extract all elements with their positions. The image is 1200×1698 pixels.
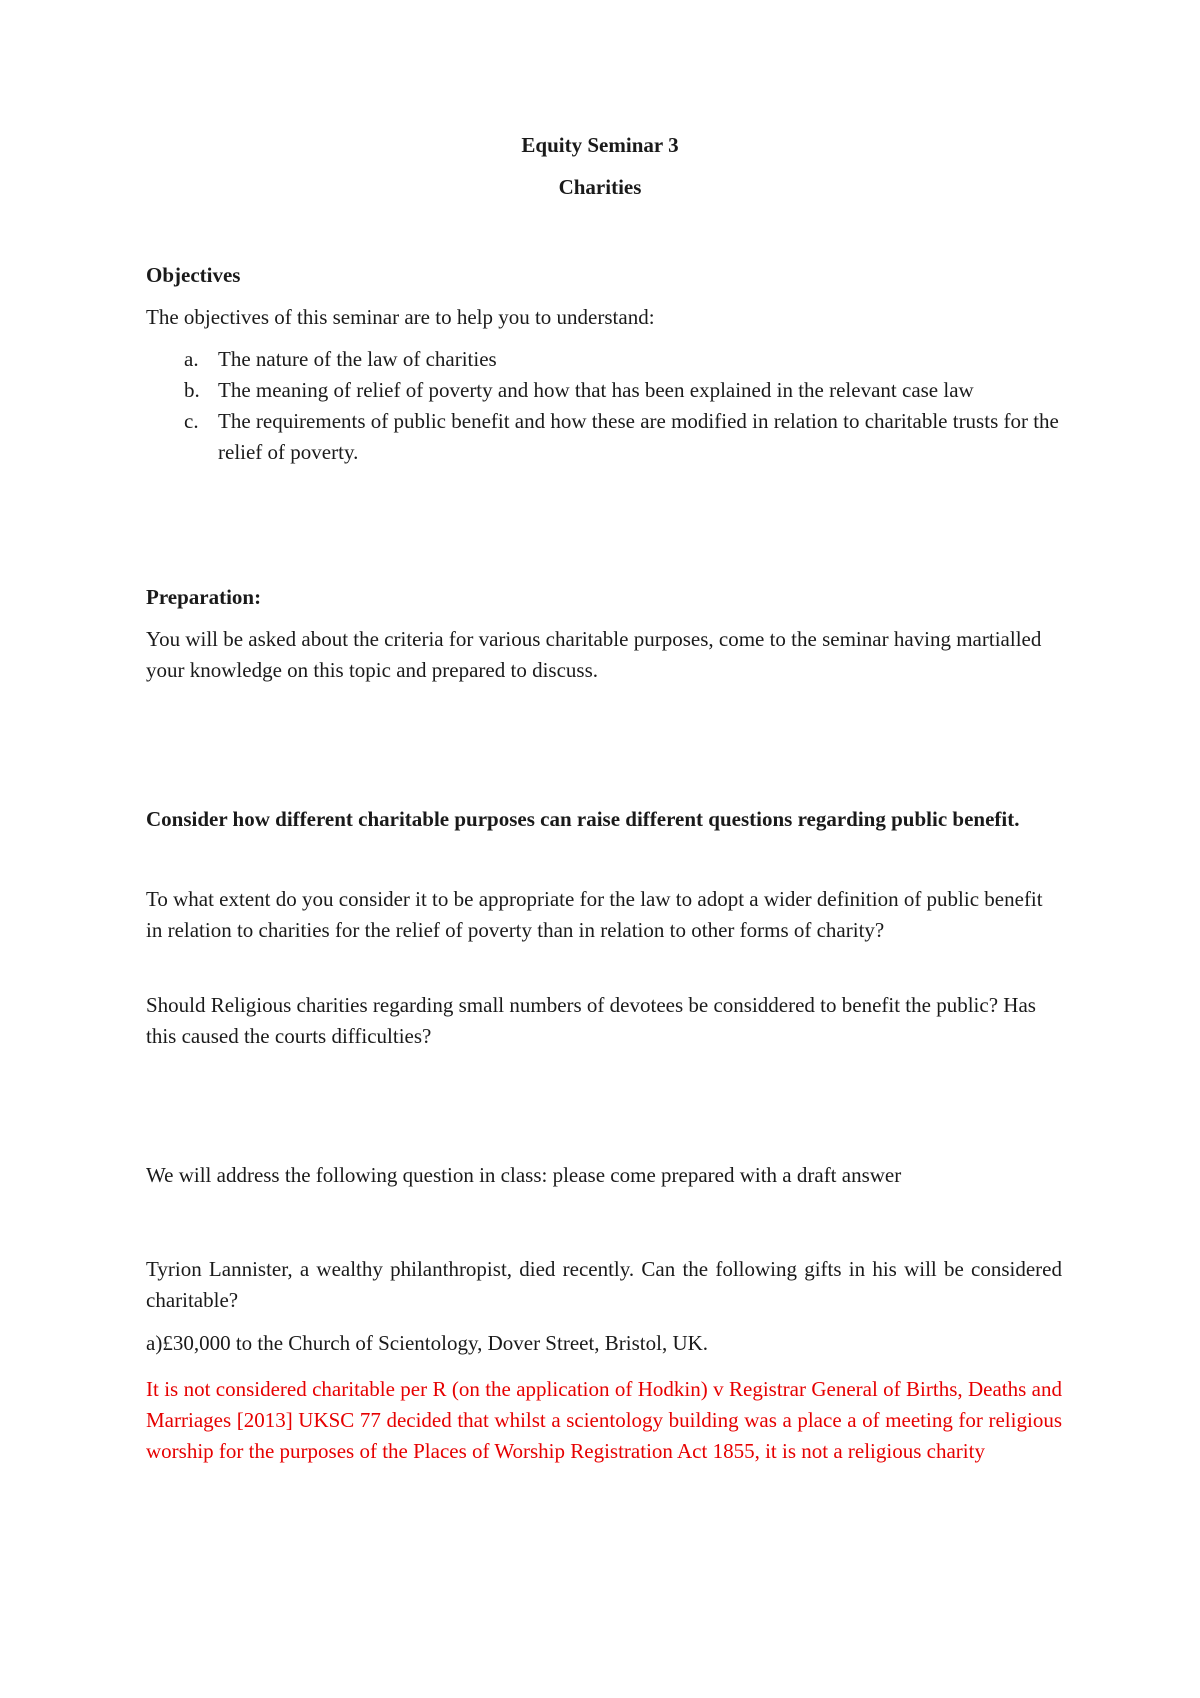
- objectives-list: [146, 344, 1062, 468]
- list-item: [146, 406, 1062, 468]
- document-title: Equity Seminar 3: [521, 133, 679, 157]
- list-item: [146, 375, 1062, 406]
- list-item: [146, 344, 1062, 375]
- list-item-text: The requirements of public benefit and how these are modified in relation to charitable trusts for the relief of poverty.: [218, 409, 1059, 464]
- consider-paragraph-2: Should Religious charities regarding small numbers of devotees be considdered to benefit the public? Has this caused the courts difficulties?: [146, 993, 1036, 1048]
- gift-a: a)£30,000 to the Church of Scientology, Dover Street, Bristol, UK.: [146, 1331, 709, 1355]
- consider-heading: Consider how different charitable purposes can raise different questions regarding public benefit.: [146, 807, 1020, 831]
- consider-paragraph-1: To what extent do you consider it to be appropriate for the law to adopt a wider definition of public benefit in relation to charities for the relief of poverty than in relation to other forms of charity?: [146, 887, 1043, 942]
- scenario-paragraph: Tyrion Lannister, a wealthy philanthropist, died recently. Can the following gifts in his will be considered charitable?: [146, 1257, 1062, 1312]
- list-item-text: The meaning of relief of poverty and how that has been explained in the relevant case law: [218, 378, 974, 402]
- document-subtitle: Charities: [558, 175, 642, 199]
- list-marker: a.: [184, 347, 199, 371]
- list-marker: b.: [184, 378, 200, 402]
- list-marker: c.: [184, 409, 199, 433]
- preparation-heading: Preparation:: [146, 585, 262, 609]
- objectives-heading: Objectives: [146, 263, 241, 287]
- answer-a: It is not considered charitable per R (on the application of Hodkin) v Registrar General of Births, Deaths and Marriages [2013] UKSC 77 decided that whilst a scientology building was a place a of meeting for religious worship for the purposes of the Places of Worship Registration Act 1855, it is not a religious charity: [146, 1377, 1062, 1463]
- list-item-text: The nature of the law of charities: [218, 347, 497, 371]
- preparation-text: You will be asked about the criteria for various charitable purposes, come to the seminar having martialled your knowledge on this topic and prepared to discuss.: [146, 627, 1042, 682]
- class-question-intro: We will address the following question in class: please come prepared with a draft answer: [146, 1163, 902, 1187]
- objectives-intro: The objectives of this seminar are to help you to understand:: [146, 305, 655, 329]
